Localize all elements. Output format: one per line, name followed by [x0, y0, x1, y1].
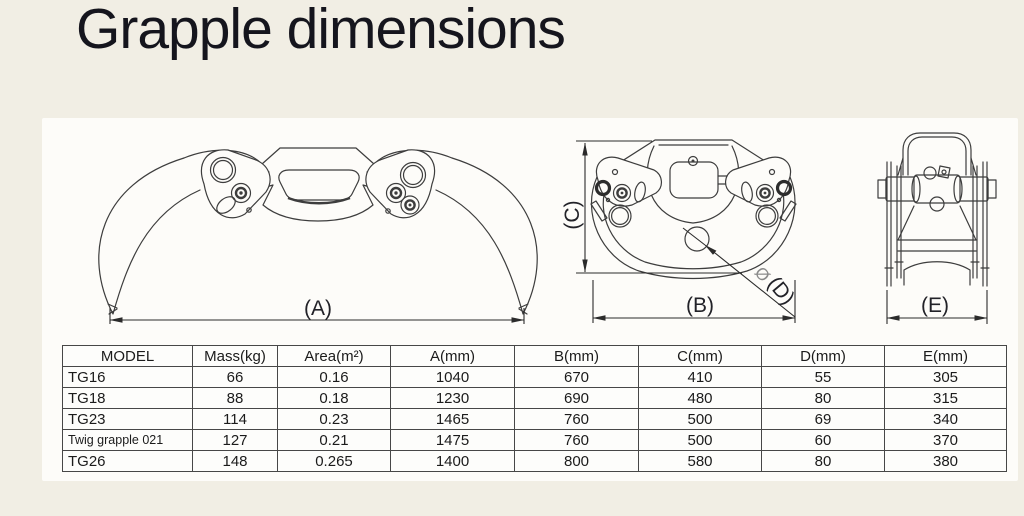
col-header-d: D(mm) [762, 346, 885, 367]
cell-a: 1475 [391, 430, 515, 451]
table-row [63, 388, 1007, 409]
dim-label-c: (C) [561, 200, 584, 230]
cell-b: 690 [515, 388, 639, 409]
cell-c: 500 [639, 409, 762, 430]
cell-e: 305 [885, 367, 1007, 388]
cell-area: 0.18 [278, 388, 391, 409]
dim-label-a: (A) [304, 297, 332, 320]
col-header-model: MODEL [63, 346, 193, 367]
model-name: Twig grapple 021 [63, 430, 193, 451]
cell-b: 760 [515, 430, 639, 451]
cell-e: 315 [885, 388, 1007, 409]
cell-mass: 66 [193, 367, 278, 388]
cell-c: 500 [639, 430, 762, 451]
cell-c: 480 [639, 388, 762, 409]
cell-area: 0.16 [278, 367, 391, 388]
model-name: TG26 [63, 451, 193, 472]
col-header-a: A(mm) [391, 346, 515, 367]
model-name: TG23 [63, 409, 193, 430]
cell-mass: 88 [193, 388, 278, 409]
cell-e: 370 [885, 430, 1007, 451]
model-name: TG18 [63, 388, 193, 409]
col-header-mass: Mass(kg) [193, 346, 278, 367]
end-view-drawing [878, 133, 996, 324]
cell-area: 0.23 [278, 409, 391, 430]
cell-b: 800 [515, 451, 639, 472]
dim-label-d: (D) [762, 272, 800, 310]
cell-mass: 114 [193, 409, 278, 430]
cell-area: 0.21 [278, 430, 391, 451]
front-view-drawing [99, 148, 537, 324]
cell-c: 410 [639, 367, 762, 388]
cell-a: 1040 [391, 367, 515, 388]
cell-d: 80 [762, 451, 885, 472]
cell-mass: 127 [193, 430, 278, 451]
cell-b: 670 [515, 367, 639, 388]
dim-label-b: (B) [686, 294, 714, 317]
table-row [63, 430, 1007, 451]
dimensions-table [62, 345, 1007, 472]
cell-a: 1400 [391, 451, 515, 472]
col-header-area: Area(m²) [278, 346, 391, 367]
cell-d: 69 [762, 409, 885, 430]
content-panel [42, 118, 1018, 481]
table-row [63, 451, 1007, 472]
col-header-c: C(mm) [639, 346, 762, 367]
cell-b: 760 [515, 409, 639, 430]
dim-label-e: (E) [921, 294, 949, 317]
table-header-row [63, 346, 1007, 367]
cell-c: 580 [639, 451, 762, 472]
technical-drawings [42, 118, 1018, 345]
cell-mass: 148 [193, 451, 278, 472]
col-header-b: B(mm) [515, 346, 639, 367]
table-row [63, 367, 1007, 388]
cell-e: 340 [885, 409, 1007, 430]
cell-area: 0.265 [278, 451, 391, 472]
diameter-symbol: Ø [750, 263, 774, 286]
model-name: TG16 [63, 367, 193, 388]
cell-d: 80 [762, 388, 885, 409]
col-header-e: E(mm) [885, 346, 1007, 367]
cell-e: 380 [885, 451, 1007, 472]
side-view-drawing [561, 140, 799, 323]
cell-d: 60 [762, 430, 885, 451]
cell-d: 55 [762, 367, 885, 388]
cell-a: 1465 [391, 409, 515, 430]
cell-a: 1230 [391, 388, 515, 409]
table-row [63, 409, 1007, 430]
page-title: Grapple dimensions [76, 0, 565, 61]
